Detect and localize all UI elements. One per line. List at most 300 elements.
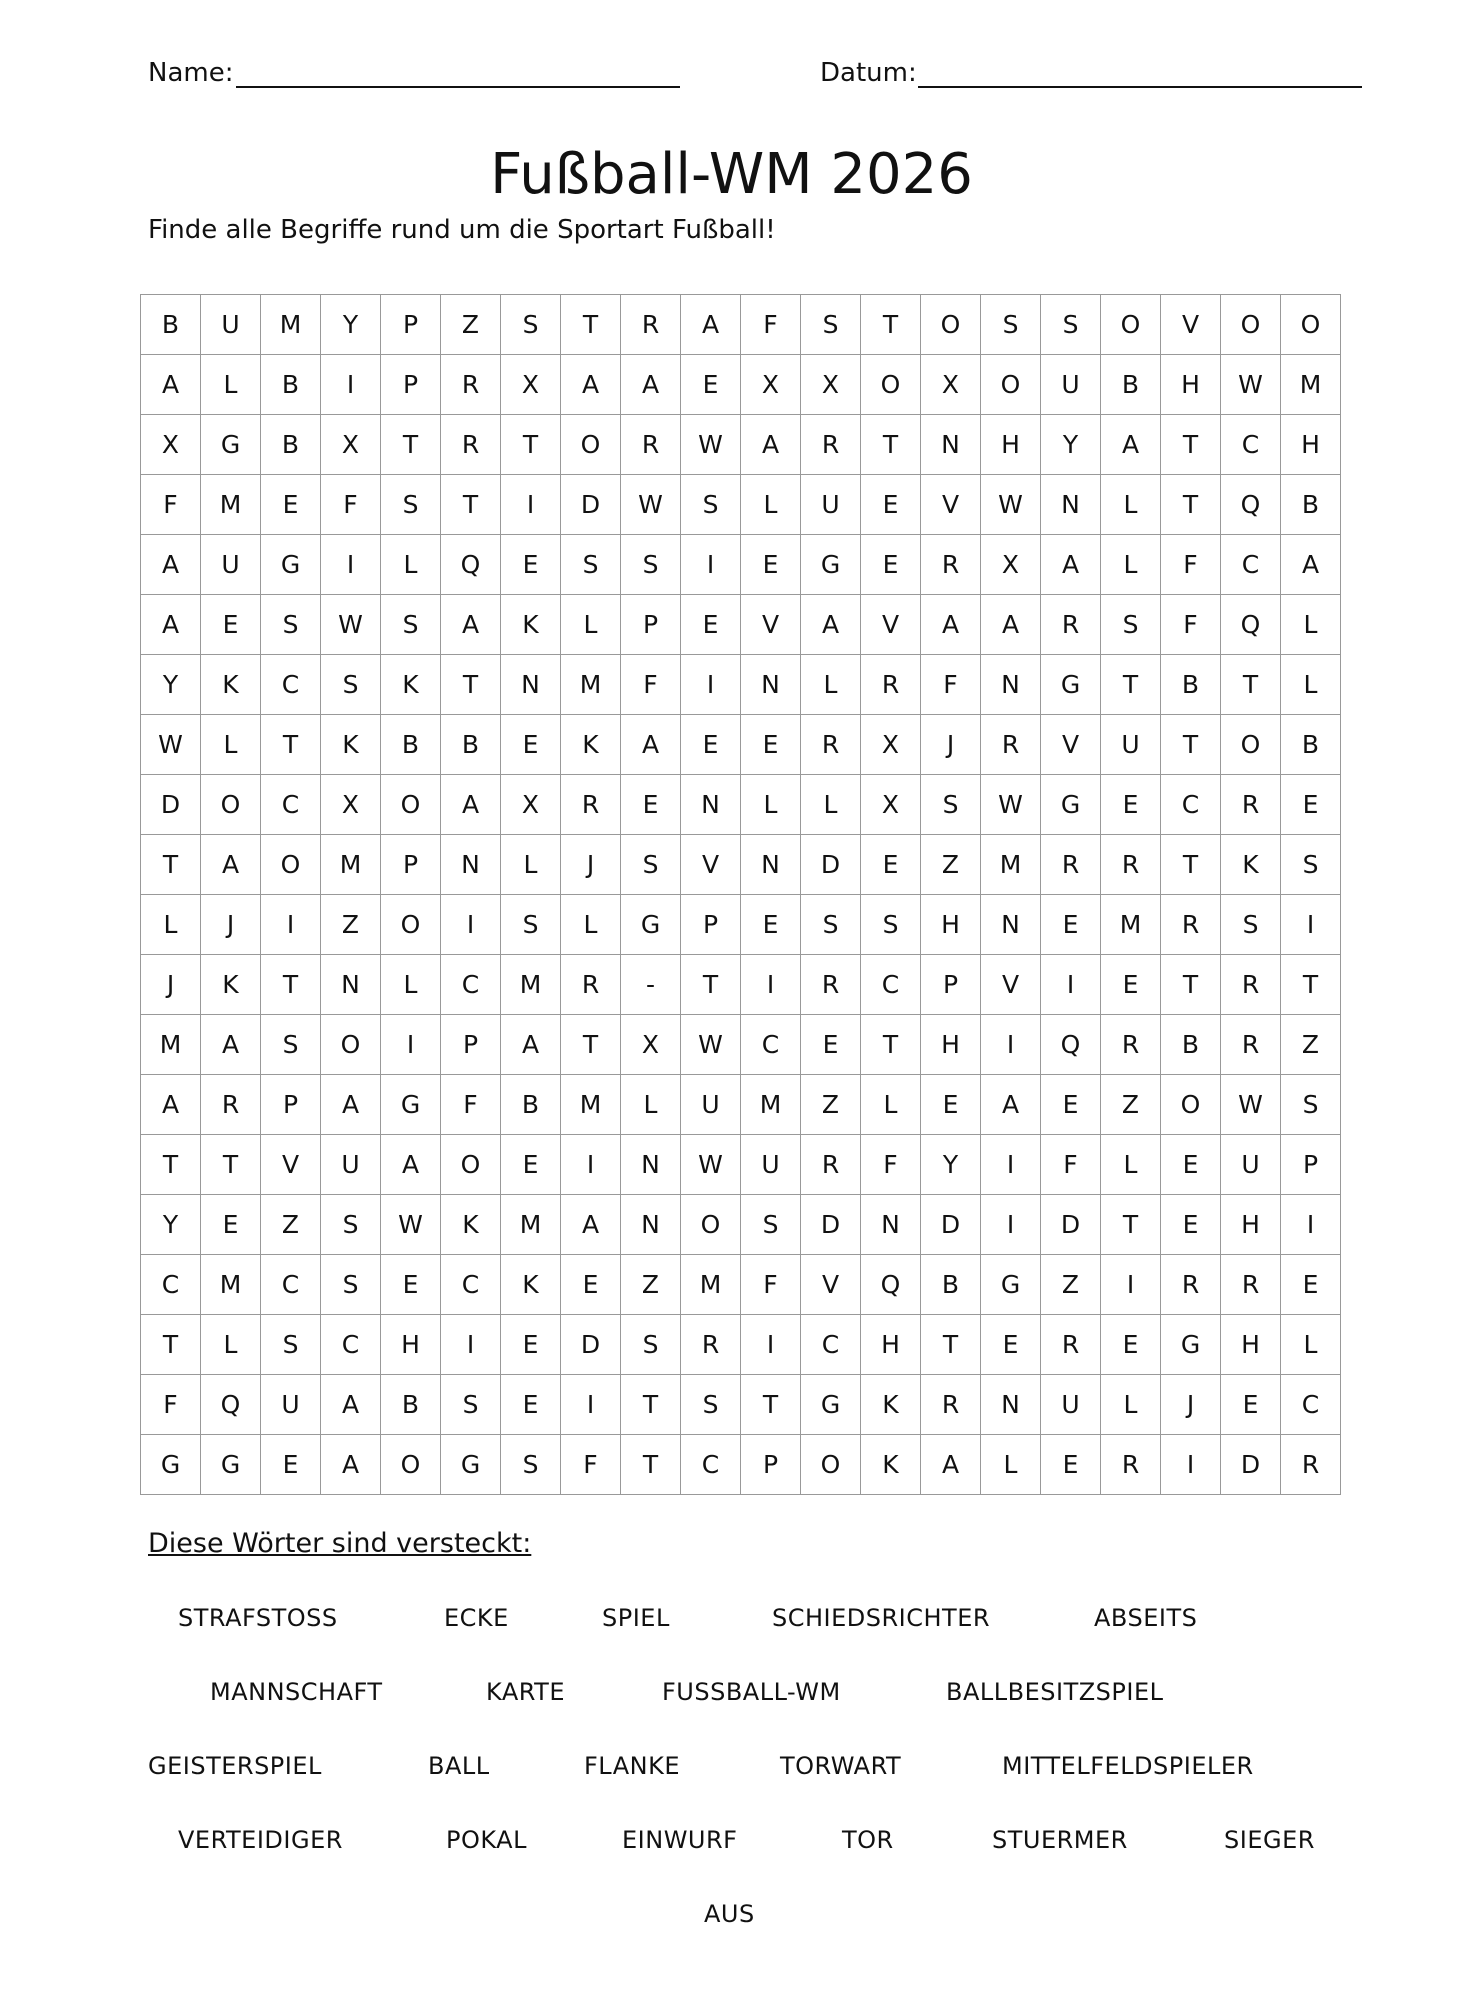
- grid-cell[interactable]: K: [381, 655, 441, 715]
- grid-cell[interactable]: J: [201, 895, 261, 955]
- grid-cell[interactable]: W: [681, 415, 741, 475]
- grid-cell[interactable]: O: [561, 415, 621, 475]
- grid-cell[interactable]: C: [861, 955, 921, 1015]
- grid-cell[interactable]: T: [1101, 1195, 1161, 1255]
- grid-cell[interactable]: I: [501, 475, 561, 535]
- grid-cell[interactable]: L: [381, 955, 441, 1015]
- grid-cell[interactable]: M: [561, 655, 621, 715]
- grid-cell[interactable]: R: [801, 1135, 861, 1195]
- grid-cell[interactable]: E: [501, 535, 561, 595]
- grid-cell[interactable]: U: [201, 535, 261, 595]
- grid-cell[interactable]: L: [1281, 655, 1341, 715]
- grid-cell[interactable]: M: [141, 1015, 201, 1075]
- grid-cell[interactable]: H: [1221, 1315, 1281, 1375]
- grid-cell[interactable]: L: [501, 835, 561, 895]
- grid-cell[interactable]: T: [861, 295, 921, 355]
- grid-cell[interactable]: B: [261, 415, 321, 475]
- grid-cell[interactable]: R: [1161, 1255, 1221, 1315]
- grid-cell[interactable]: E: [1221, 1375, 1281, 1435]
- grid-cell[interactable]: W: [321, 595, 381, 655]
- grid-cell[interactable]: T: [861, 1015, 921, 1075]
- grid-cell[interactable]: H: [381, 1315, 441, 1375]
- grid-cell[interactable]: C: [261, 1255, 321, 1315]
- grid-cell[interactable]: P: [261, 1075, 321, 1135]
- grid-cell[interactable]: Z: [1041, 1255, 1101, 1315]
- grid-cell[interactable]: C: [141, 1255, 201, 1315]
- grid-cell[interactable]: M: [261, 295, 321, 355]
- grid-cell[interactable]: D: [561, 1315, 621, 1375]
- grid-cell[interactable]: R: [801, 415, 861, 475]
- grid-cell[interactable]: A: [561, 355, 621, 415]
- grid-cell[interactable]: R: [561, 775, 621, 835]
- grid-cell[interactable]: O: [261, 835, 321, 895]
- grid-cell[interactable]: I: [741, 1315, 801, 1375]
- grid-cell[interactable]: C: [441, 955, 501, 1015]
- grid-cell[interactable]: N: [501, 655, 561, 715]
- grid-cell[interactable]: E: [681, 715, 741, 775]
- grid-cell[interactable]: Z: [441, 295, 501, 355]
- grid-cell[interactable]: I: [1281, 895, 1341, 955]
- grid-cell[interactable]: K: [441, 1195, 501, 1255]
- grid-cell[interactable]: E: [1281, 1255, 1341, 1315]
- grid-cell[interactable]: D: [141, 775, 201, 835]
- grid-cell[interactable]: B: [501, 1075, 561, 1135]
- grid-cell[interactable]: N: [441, 835, 501, 895]
- grid-cell[interactable]: E: [921, 1075, 981, 1135]
- grid-cell[interactable]: U: [681, 1075, 741, 1135]
- grid-cell[interactable]: X: [621, 1015, 681, 1075]
- grid-cell[interactable]: Z: [261, 1195, 321, 1255]
- grid-cell[interactable]: K: [501, 1255, 561, 1315]
- grid-cell[interactable]: A: [741, 415, 801, 475]
- grid-cell[interactable]: Y: [141, 1195, 201, 1255]
- grid-cell[interactable]: G: [621, 895, 681, 955]
- grid-cell[interactable]: T: [561, 1015, 621, 1075]
- grid-cell[interactable]: D: [1041, 1195, 1101, 1255]
- grid-cell[interactable]: S: [441, 1375, 501, 1435]
- grid-cell[interactable]: L: [801, 655, 861, 715]
- grid-cell[interactable]: I: [1101, 1255, 1161, 1315]
- grid-cell[interactable]: H: [1161, 355, 1221, 415]
- grid-cell[interactable]: I: [561, 1375, 621, 1435]
- grid-cell[interactable]: S: [1041, 295, 1101, 355]
- grid-cell[interactable]: R: [441, 415, 501, 475]
- grid-cell[interactable]: -: [621, 955, 681, 1015]
- grid-cell[interactable]: E: [1161, 1135, 1221, 1195]
- grid-cell[interactable]: O: [1281, 295, 1341, 355]
- grid-cell[interactable]: S: [801, 895, 861, 955]
- grid-cell[interactable]: G: [441, 1435, 501, 1495]
- grid-cell[interactable]: I: [681, 655, 741, 715]
- grid-cell[interactable]: D: [801, 1195, 861, 1255]
- grid-cell[interactable]: A: [381, 1135, 441, 1195]
- grid-cell[interactable]: Q: [1221, 475, 1281, 535]
- date-field-line[interactable]: [918, 86, 1362, 88]
- grid-cell[interactable]: W: [381, 1195, 441, 1255]
- grid-cell[interactable]: C: [1221, 535, 1281, 595]
- grid-cell[interactable]: S: [621, 1315, 681, 1375]
- grid-cell[interactable]: S: [261, 595, 321, 655]
- grid-cell[interactable]: R: [1221, 775, 1281, 835]
- grid-cell[interactable]: A: [981, 595, 1041, 655]
- grid-cell[interactable]: F: [621, 655, 681, 715]
- grid-cell[interactable]: H: [981, 415, 1041, 475]
- grid-cell[interactable]: S: [261, 1315, 321, 1375]
- grid-cell[interactable]: X: [501, 775, 561, 835]
- grid-cell[interactable]: E: [501, 1375, 561, 1435]
- grid-cell[interactable]: R: [1101, 1435, 1161, 1495]
- grid-cell[interactable]: O: [1221, 715, 1281, 775]
- grid-cell[interactable]: Q: [1221, 595, 1281, 655]
- grid-cell[interactable]: W: [681, 1015, 741, 1075]
- grid-cell[interactable]: X: [501, 355, 561, 415]
- grid-cell[interactable]: T: [1161, 475, 1221, 535]
- grid-cell[interactable]: M: [1101, 895, 1161, 955]
- grid-cell[interactable]: L: [201, 1315, 261, 1375]
- grid-cell[interactable]: M: [201, 1255, 261, 1315]
- grid-cell[interactable]: N: [1041, 475, 1101, 535]
- grid-cell[interactable]: Z: [621, 1255, 681, 1315]
- grid-cell[interactable]: N: [621, 1135, 681, 1195]
- grid-cell[interactable]: V: [741, 595, 801, 655]
- grid-cell[interactable]: A: [1281, 535, 1341, 595]
- grid-cell[interactable]: V: [861, 595, 921, 655]
- grid-cell[interactable]: E: [741, 535, 801, 595]
- grid-cell[interactable]: T: [261, 955, 321, 1015]
- grid-cell[interactable]: N: [741, 835, 801, 895]
- grid-cell[interactable]: Z: [321, 895, 381, 955]
- grid-cell[interactable]: S: [801, 295, 861, 355]
- grid-cell[interactable]: C: [681, 1435, 741, 1495]
- grid-cell[interactable]: P: [741, 1435, 801, 1495]
- grid-cell[interactable]: J: [561, 835, 621, 895]
- grid-cell[interactable]: R: [1101, 835, 1161, 895]
- grid-cell[interactable]: C: [1281, 1375, 1341, 1435]
- grid-cell[interactable]: T: [621, 1435, 681, 1495]
- grid-cell[interactable]: R: [621, 415, 681, 475]
- grid-cell[interactable]: Q: [441, 535, 501, 595]
- grid-cell[interactable]: E: [1101, 775, 1161, 835]
- grid-cell[interactable]: I: [981, 1195, 1041, 1255]
- grid-cell[interactable]: V: [981, 955, 1041, 1015]
- grid-cell[interactable]: L: [621, 1075, 681, 1135]
- grid-cell[interactable]: L: [741, 775, 801, 835]
- grid-cell[interactable]: E: [741, 715, 801, 775]
- grid-cell[interactable]: R: [801, 955, 861, 1015]
- grid-cell[interactable]: T: [201, 1135, 261, 1195]
- grid-cell[interactable]: F: [1161, 595, 1221, 655]
- grid-cell[interactable]: M: [741, 1075, 801, 1135]
- grid-cell[interactable]: U: [261, 1375, 321, 1435]
- grid-cell[interactable]: X: [861, 715, 921, 775]
- grid-cell[interactable]: I: [561, 1135, 621, 1195]
- grid-cell[interactable]: C: [441, 1255, 501, 1315]
- grid-cell[interactable]: U: [321, 1135, 381, 1195]
- grid-cell[interactable]: K: [861, 1435, 921, 1495]
- grid-cell[interactable]: E: [261, 475, 321, 535]
- grid-cell[interactable]: B: [1101, 355, 1161, 415]
- grid-cell[interactable]: N: [321, 955, 381, 1015]
- grid-cell[interactable]: S: [621, 835, 681, 895]
- grid-cell[interactable]: R: [1161, 895, 1221, 955]
- grid-cell[interactable]: W: [1221, 355, 1281, 415]
- grid-cell[interactable]: R: [201, 1075, 261, 1135]
- grid-cell[interactable]: T: [141, 1135, 201, 1195]
- grid-cell[interactable]: V: [1041, 715, 1101, 775]
- grid-cell[interactable]: V: [261, 1135, 321, 1195]
- grid-cell[interactable]: O: [1221, 295, 1281, 355]
- grid-cell[interactable]: F: [141, 475, 201, 535]
- grid-cell[interactable]: T: [1161, 835, 1221, 895]
- grid-cell[interactable]: E: [1281, 775, 1341, 835]
- grid-cell[interactable]: E: [681, 595, 741, 655]
- grid-cell[interactable]: R: [681, 1315, 741, 1375]
- grid-cell[interactable]: T: [1281, 955, 1341, 1015]
- grid-cell[interactable]: O: [921, 295, 981, 355]
- grid-cell[interactable]: U: [741, 1135, 801, 1195]
- grid-cell[interactable]: N: [981, 655, 1041, 715]
- grid-cell[interactable]: A: [621, 355, 681, 415]
- grid-cell[interactable]: E: [861, 835, 921, 895]
- grid-cell[interactable]: I: [321, 355, 381, 415]
- grid-cell[interactable]: J: [1161, 1375, 1221, 1435]
- grid-cell[interactable]: P: [441, 1015, 501, 1075]
- grid-cell[interactable]: I: [441, 895, 501, 955]
- grid-cell[interactable]: R: [921, 1375, 981, 1435]
- grid-cell[interactable]: S: [321, 655, 381, 715]
- grid-cell[interactable]: L: [141, 895, 201, 955]
- grid-cell[interactable]: Q: [201, 1375, 261, 1435]
- grid-cell[interactable]: E: [201, 595, 261, 655]
- grid-cell[interactable]: L: [1101, 1375, 1161, 1435]
- grid-cell[interactable]: R: [1041, 1315, 1101, 1375]
- grid-cell[interactable]: S: [981, 295, 1041, 355]
- grid-cell[interactable]: A: [801, 595, 861, 655]
- grid-cell[interactable]: Y: [1041, 415, 1101, 475]
- grid-cell[interactable]: A: [321, 1075, 381, 1135]
- name-field-line[interactable]: [236, 86, 680, 88]
- grid-cell[interactable]: S: [621, 535, 681, 595]
- grid-cell[interactable]: L: [1101, 475, 1161, 535]
- grid-cell[interactable]: R: [921, 535, 981, 595]
- grid-cell[interactable]: L: [861, 1075, 921, 1135]
- grid-cell[interactable]: Y: [321, 295, 381, 355]
- grid-cell[interactable]: B: [381, 715, 441, 775]
- grid-cell[interactable]: K: [501, 595, 561, 655]
- grid-cell[interactable]: I: [1161, 1435, 1221, 1495]
- grid-cell[interactable]: U: [1041, 1375, 1101, 1435]
- grid-cell[interactable]: J: [921, 715, 981, 775]
- grid-cell[interactable]: M: [501, 955, 561, 1015]
- grid-cell[interactable]: X: [981, 535, 1041, 595]
- grid-cell[interactable]: K: [321, 715, 381, 775]
- grid-cell[interactable]: N: [861, 1195, 921, 1255]
- grid-cell[interactable]: I: [681, 535, 741, 595]
- grid-cell[interactable]: A: [501, 1015, 561, 1075]
- grid-cell[interactable]: K: [201, 655, 261, 715]
- grid-cell[interactable]: K: [561, 715, 621, 775]
- grid-cell[interactable]: A: [321, 1375, 381, 1435]
- grid-cell[interactable]: T: [681, 955, 741, 1015]
- grid-cell[interactable]: L: [1281, 1315, 1341, 1375]
- grid-cell[interactable]: A: [141, 595, 201, 655]
- grid-cell[interactable]: X: [801, 355, 861, 415]
- grid-cell[interactable]: D: [921, 1195, 981, 1255]
- grid-cell[interactable]: S: [1101, 595, 1161, 655]
- grid-cell[interactable]: L: [201, 715, 261, 775]
- grid-cell[interactable]: X: [741, 355, 801, 415]
- grid-cell[interactable]: E: [681, 355, 741, 415]
- grid-cell[interactable]: A: [1041, 535, 1101, 595]
- grid-cell[interactable]: P: [381, 355, 441, 415]
- grid-cell[interactable]: E: [861, 475, 921, 535]
- grid-cell[interactable]: W: [141, 715, 201, 775]
- grid-cell[interactable]: C: [261, 775, 321, 835]
- grid-cell[interactable]: L: [561, 895, 621, 955]
- grid-cell[interactable]: T: [441, 655, 501, 715]
- grid-cell[interactable]: G: [201, 415, 261, 475]
- grid-cell[interactable]: M: [981, 835, 1041, 895]
- grid-cell[interactable]: V: [921, 475, 981, 535]
- grid-cell[interactable]: G: [141, 1435, 201, 1495]
- grid-cell[interactable]: R: [1221, 1015, 1281, 1075]
- grid-cell[interactable]: G: [801, 535, 861, 595]
- grid-cell[interactable]: T: [141, 1315, 201, 1375]
- grid-cell[interactable]: E: [201, 1195, 261, 1255]
- grid-cell[interactable]: N: [981, 1375, 1041, 1435]
- grid-cell[interactable]: G: [1161, 1315, 1221, 1375]
- grid-cell[interactable]: S: [561, 535, 621, 595]
- grid-cell[interactable]: U: [1101, 715, 1161, 775]
- grid-cell[interactable]: T: [1161, 415, 1221, 475]
- grid-cell[interactable]: F: [921, 655, 981, 715]
- grid-cell[interactable]: M: [561, 1075, 621, 1135]
- grid-cell[interactable]: G: [201, 1435, 261, 1495]
- grid-cell[interactable]: S: [1221, 895, 1281, 955]
- grid-cell[interactable]: E: [801, 1015, 861, 1075]
- grid-cell[interactable]: L: [1101, 535, 1161, 595]
- grid-cell[interactable]: O: [1101, 295, 1161, 355]
- grid-cell[interactable]: R: [621, 295, 681, 355]
- grid-cell[interactable]: A: [201, 835, 261, 895]
- grid-cell[interactable]: A: [141, 1075, 201, 1135]
- grid-cell[interactable]: T: [561, 295, 621, 355]
- grid-cell[interactable]: C: [1161, 775, 1221, 835]
- grid-cell[interactable]: T: [441, 475, 501, 535]
- grid-cell[interactable]: M: [681, 1255, 741, 1315]
- grid-cell[interactable]: F: [321, 475, 381, 535]
- grid-cell[interactable]: L: [381, 535, 441, 595]
- grid-cell[interactable]: B: [1161, 1015, 1221, 1075]
- grid-cell[interactable]: P: [381, 835, 441, 895]
- grid-cell[interactable]: F: [741, 1255, 801, 1315]
- grid-cell[interactable]: S: [861, 895, 921, 955]
- grid-cell[interactable]: C: [801, 1315, 861, 1375]
- grid-cell[interactable]: M: [201, 475, 261, 535]
- grid-cell[interactable]: A: [201, 1015, 261, 1075]
- grid-cell[interactable]: E: [501, 1315, 561, 1375]
- grid-cell[interactable]: K: [861, 1375, 921, 1435]
- grid-cell[interactable]: A: [921, 595, 981, 655]
- grid-cell[interactable]: I: [1281, 1195, 1341, 1255]
- grid-cell[interactable]: E: [861, 535, 921, 595]
- grid-cell[interactable]: G: [801, 1375, 861, 1435]
- grid-cell[interactable]: M: [1281, 355, 1341, 415]
- grid-cell[interactable]: O: [321, 1015, 381, 1075]
- grid-cell[interactable]: I: [441, 1315, 501, 1375]
- grid-cell[interactable]: T: [1221, 655, 1281, 715]
- grid-cell[interactable]: R: [1221, 955, 1281, 1015]
- grid-cell[interactable]: B: [261, 355, 321, 415]
- grid-cell[interactable]: P: [621, 595, 681, 655]
- grid-cell[interactable]: B: [381, 1375, 441, 1435]
- grid-cell[interactable]: O: [381, 895, 441, 955]
- grid-cell[interactable]: N: [741, 655, 801, 715]
- grid-cell[interactable]: M: [501, 1195, 561, 1255]
- grid-cell[interactable]: F: [561, 1435, 621, 1495]
- grid-cell[interactable]: S: [681, 1375, 741, 1435]
- grid-cell[interactable]: I: [981, 1015, 1041, 1075]
- grid-cell[interactable]: P: [1281, 1135, 1341, 1195]
- grid-cell[interactable]: U: [801, 475, 861, 535]
- grid-cell[interactable]: F: [441, 1075, 501, 1135]
- grid-cell[interactable]: H: [1281, 415, 1341, 475]
- grid-cell[interactable]: O: [441, 1135, 501, 1195]
- grid-cell[interactable]: E: [741, 895, 801, 955]
- grid-cell[interactable]: V: [1161, 295, 1221, 355]
- grid-cell[interactable]: T: [921, 1315, 981, 1375]
- grid-cell[interactable]: E: [501, 715, 561, 775]
- grid-cell[interactable]: A: [141, 355, 201, 415]
- grid-cell[interactable]: E: [1101, 1315, 1161, 1375]
- grid-cell[interactable]: F: [741, 295, 801, 355]
- grid-cell[interactable]: E: [501, 1135, 561, 1195]
- grid-cell[interactable]: F: [141, 1375, 201, 1435]
- grid-cell[interactable]: E: [1161, 1195, 1221, 1255]
- grid-cell[interactable]: G: [981, 1255, 1041, 1315]
- grid-cell[interactable]: G: [381, 1075, 441, 1135]
- grid-cell[interactable]: C: [741, 1015, 801, 1075]
- grid-cell[interactable]: S: [1281, 835, 1341, 895]
- grid-cell[interactable]: E: [1041, 1075, 1101, 1135]
- grid-cell[interactable]: B: [1281, 715, 1341, 775]
- grid-cell[interactable]: S: [741, 1195, 801, 1255]
- grid-cell[interactable]: G: [261, 535, 321, 595]
- grid-cell[interactable]: X: [921, 355, 981, 415]
- grid-cell[interactable]: A: [441, 775, 501, 835]
- grid-cell[interactable]: Y: [921, 1135, 981, 1195]
- grid-cell[interactable]: D: [1221, 1435, 1281, 1495]
- grid-cell[interactable]: S: [921, 775, 981, 835]
- grid-cell[interactable]: H: [921, 1015, 981, 1075]
- grid-cell[interactable]: I: [261, 895, 321, 955]
- grid-cell[interactable]: R: [561, 955, 621, 1015]
- grid-cell[interactable]: Z: [1101, 1075, 1161, 1135]
- grid-cell[interactable]: T: [1161, 715, 1221, 775]
- grid-cell[interactable]: Z: [921, 835, 981, 895]
- grid-cell[interactable]: V: [801, 1255, 861, 1315]
- grid-cell[interactable]: T: [1161, 955, 1221, 1015]
- grid-cell[interactable]: X: [321, 775, 381, 835]
- grid-cell[interactable]: R: [861, 655, 921, 715]
- grid-cell[interactable]: R: [801, 715, 861, 775]
- grid-cell[interactable]: A: [681, 295, 741, 355]
- grid-cell[interactable]: V: [681, 835, 741, 895]
- grid-cell[interactable]: T: [261, 715, 321, 775]
- grid-cell[interactable]: L: [1101, 1135, 1161, 1195]
- grid-cell[interactable]: A: [621, 715, 681, 775]
- grid-cell[interactable]: O: [801, 1435, 861, 1495]
